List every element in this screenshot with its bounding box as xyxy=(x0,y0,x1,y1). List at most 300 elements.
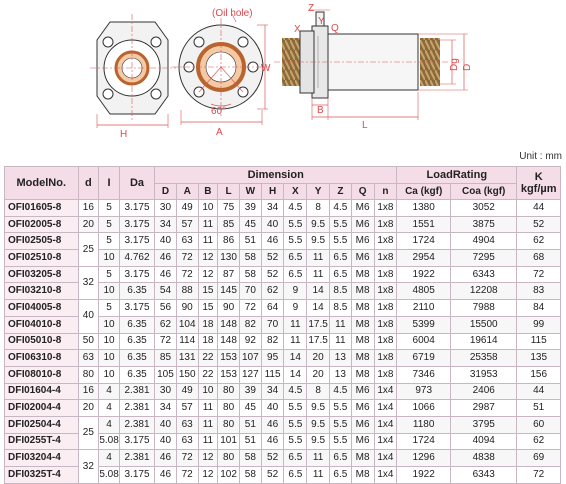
label-l: L xyxy=(362,120,368,131)
cell-d: 30 xyxy=(155,383,177,400)
cell-d: 72 xyxy=(155,333,177,350)
cell-w: 39 xyxy=(239,383,261,400)
cell-k: 68 xyxy=(517,250,561,267)
cell-a: 57 xyxy=(176,400,198,417)
cell-h: 46 xyxy=(261,233,284,250)
specification-table xyxy=(4,166,561,484)
cell-model: OFI02005-8 xyxy=(5,216,79,233)
cell-l: 153 xyxy=(218,350,240,367)
header-dim-L: L xyxy=(218,184,240,200)
cell-coa: 15500 xyxy=(451,316,517,333)
cell-n: 1x8 xyxy=(374,366,397,383)
cell-y: 14 xyxy=(307,283,330,300)
cell-x: 5.5 xyxy=(284,433,307,450)
cell-n: 1x4 xyxy=(374,383,397,400)
cell-k: 72 xyxy=(517,266,561,283)
header-dim-A: A xyxy=(176,184,198,200)
cell-z: 6.5 xyxy=(330,266,352,283)
cell-y: 20 xyxy=(307,350,330,367)
cell-d: 34 xyxy=(155,400,177,417)
cell-coa: 4838 xyxy=(451,450,517,467)
cell-b: 10 xyxy=(198,383,218,400)
cell-ca: 1922 xyxy=(397,266,451,283)
cell-i: 5 xyxy=(99,216,120,233)
cell-model: OFI08010-8 xyxy=(5,366,79,383)
cell-model: OFI04010-8 xyxy=(5,316,79,333)
cell-w: 58 xyxy=(239,250,261,267)
cell-x: 14 xyxy=(284,350,307,367)
cell-w: 45 xyxy=(239,216,261,233)
cell-i: 5.08 xyxy=(99,433,120,450)
cell-b: 15 xyxy=(198,300,218,317)
cell-d: 46 xyxy=(155,450,177,467)
cell-q: M6 xyxy=(351,200,374,217)
cell-h: 40 xyxy=(261,216,284,233)
table-row xyxy=(5,216,561,233)
table-row xyxy=(5,233,561,250)
cell-z: 5.5 xyxy=(330,216,352,233)
cell-model: DFI0255T-4 xyxy=(5,433,79,450)
cell-b: 22 xyxy=(198,350,218,367)
cell-d: 16 xyxy=(78,383,99,400)
cell-x: 5.5 xyxy=(284,216,307,233)
cell-z: 5.5 xyxy=(330,233,352,250)
cell-d: 62 xyxy=(155,316,177,333)
cell-w: 107 xyxy=(239,350,261,367)
cell-coa: 3052 xyxy=(451,200,517,217)
cell-b: 10 xyxy=(198,200,218,217)
cell-h: 70 xyxy=(261,316,284,333)
cell-i: 10 xyxy=(99,250,120,267)
cell-z: 8.5 xyxy=(330,283,352,300)
cell-n: 1x8 xyxy=(374,200,397,217)
cell-k: 135 xyxy=(517,350,561,367)
cell-da: 3.175 xyxy=(119,200,154,217)
cell-a: 72 xyxy=(176,467,198,484)
cell-i: 4 xyxy=(99,416,120,433)
cell-h: 52 xyxy=(261,467,284,484)
cell-x: 5.5 xyxy=(284,416,307,433)
cell-ca: 4805 xyxy=(397,283,451,300)
cell-q: M8 xyxy=(351,283,374,300)
cell-ca: 1922 xyxy=(397,467,451,484)
cell-w: 51 xyxy=(239,233,261,250)
cell-ca: 973 xyxy=(397,383,451,400)
cell-z: 6.5 xyxy=(330,467,352,484)
cell-model: DFI0325T-4 xyxy=(5,467,79,484)
cell-coa: 3795 xyxy=(451,416,517,433)
cell-i: 5 xyxy=(99,233,120,250)
cell-i: 5 xyxy=(99,300,120,317)
cell-ca: 1724 xyxy=(397,433,451,450)
cell-i: 4 xyxy=(99,400,120,417)
cell-a: 104 xyxy=(176,316,198,333)
label-a: A xyxy=(216,127,223,138)
header-dim-Z: Z xyxy=(330,184,352,200)
table-row xyxy=(5,400,561,417)
cell-z: 4.5 xyxy=(330,200,352,217)
cell-h: 95 xyxy=(261,350,284,367)
cell-model: DFI02504-4 xyxy=(5,416,79,433)
label-q: Q xyxy=(331,23,339,34)
cell-w: 58 xyxy=(239,467,261,484)
cell-l: 86 xyxy=(218,233,240,250)
cell-model: OFI01605-8 xyxy=(5,200,79,217)
label-w: W xyxy=(261,63,271,74)
cell-a: 131 xyxy=(176,350,198,367)
cell-w: 82 xyxy=(239,316,261,333)
cell-l: 87 xyxy=(218,266,240,283)
cell-da: 6.35 xyxy=(119,316,154,333)
cell-a: 72 xyxy=(176,250,198,267)
nut-side-view xyxy=(274,10,468,120)
cell-n: 1x8 xyxy=(374,266,397,283)
cell-y: 11 xyxy=(307,250,330,267)
cell-q: M6 xyxy=(351,216,374,233)
cell-z: 13 xyxy=(330,350,352,367)
cell-x: 14 xyxy=(284,366,307,383)
cell-y: 11 xyxy=(307,450,330,467)
label-angle: 60° xyxy=(211,106,227,117)
cell-x: 4.5 xyxy=(284,383,307,400)
cell-da: 3.175 xyxy=(119,300,154,317)
cell-x: 5.5 xyxy=(284,233,307,250)
header-model: ModelNo. xyxy=(5,167,79,200)
cell-q: M8 xyxy=(351,300,374,317)
cell-coa: 25358 xyxy=(451,350,517,367)
cell-y: 9.5 xyxy=(307,433,330,450)
cell-b: 11 xyxy=(198,233,218,250)
cell-i: 4 xyxy=(99,450,120,467)
header-dim-D: D xyxy=(155,184,177,200)
cell-ca: 2110 xyxy=(397,300,451,317)
table-row xyxy=(5,416,561,433)
cell-n: 1x8 xyxy=(374,350,397,367)
cell-da: 4.762 xyxy=(119,250,154,267)
cell-da: 6.35 xyxy=(119,333,154,350)
cell-h: 34 xyxy=(261,200,284,217)
cell-k: 62 xyxy=(517,433,561,450)
cell-coa: 4094 xyxy=(451,433,517,450)
table-row xyxy=(5,200,561,217)
cell-l: 80 xyxy=(218,400,240,417)
table-row xyxy=(5,366,561,383)
cell-y: 17.5 xyxy=(307,316,330,333)
cell-z: 5.5 xyxy=(330,400,352,417)
cell-b: 11 xyxy=(198,433,218,450)
cell-l: 148 xyxy=(218,333,240,350)
table-row xyxy=(5,450,561,467)
cell-coa: 3875 xyxy=(451,216,517,233)
cell-h: 46 xyxy=(261,416,284,433)
cell-l: 80 xyxy=(218,383,240,400)
label-y: Y xyxy=(318,16,325,27)
cell-coa: 7295 xyxy=(451,250,517,267)
cell-ca: 1296 xyxy=(397,450,451,467)
cell-ca: 6719 xyxy=(397,350,451,367)
cell-d: 20 xyxy=(78,400,99,417)
technical-drawings xyxy=(0,0,566,150)
cell-w: 70 xyxy=(239,283,261,300)
cell-b: 18 xyxy=(198,316,218,333)
cell-d: 25 xyxy=(78,416,99,449)
cell-l: 80 xyxy=(218,450,240,467)
cell-z: 11 xyxy=(330,333,352,350)
cell-y: 8 xyxy=(307,200,330,217)
cell-d: 54 xyxy=(155,283,177,300)
cell-d: 56 xyxy=(155,300,177,317)
header-dim-B: B xyxy=(198,184,218,200)
cell-z: 5.5 xyxy=(330,433,352,450)
flange-front-view-1 xyxy=(90,14,176,128)
label-z: Z xyxy=(308,3,315,14)
cell-y: 9.5 xyxy=(307,400,330,417)
cell-k: 44 xyxy=(517,200,561,217)
cell-da: 3.175 xyxy=(119,266,154,283)
cell-q: M6 xyxy=(351,233,374,250)
cell-w: 58 xyxy=(239,450,261,467)
header-coa: Coa (kgf) xyxy=(451,184,517,200)
cell-ca: 7346 xyxy=(397,366,451,383)
cell-q: M8 xyxy=(351,366,374,383)
label-x: X xyxy=(294,24,301,35)
label-b: B xyxy=(317,105,324,116)
cell-d: 40 xyxy=(155,416,177,433)
cell-k: 51 xyxy=(517,400,561,417)
cell-h: 40 xyxy=(261,400,284,417)
cell-i: 10 xyxy=(99,283,120,300)
cell-d: 105 xyxy=(155,366,177,383)
cell-coa: 2987 xyxy=(451,400,517,417)
cell-n: 1x8 xyxy=(374,216,397,233)
cell-d: 40 xyxy=(155,433,177,450)
cell-x: 5.5 xyxy=(284,400,307,417)
cell-n: 1x4 xyxy=(374,433,397,450)
cell-d: 25 xyxy=(78,233,99,266)
cell-coa: 2406 xyxy=(451,383,517,400)
cell-ca: 1724 xyxy=(397,233,451,250)
cell-model: OFI04005-8 xyxy=(5,300,79,317)
cell-d: 34 xyxy=(155,216,177,233)
cell-n: 1x8 xyxy=(374,283,397,300)
cell-z: 6.5 xyxy=(330,450,352,467)
header-ca: Ca (kgf) xyxy=(397,184,451,200)
cell-z: 4.5 xyxy=(330,383,352,400)
cell-model: OFI05010-8 xyxy=(5,333,79,350)
cell-ca: 1066 xyxy=(397,400,451,417)
cell-q: M6 xyxy=(351,383,374,400)
cell-w: 45 xyxy=(239,400,261,417)
header-d: d xyxy=(78,167,99,200)
cell-n: 1x4 xyxy=(374,467,397,484)
cell-b: 12 xyxy=(198,450,218,467)
cell-q: M8 xyxy=(351,316,374,333)
header-dimension: Dimension xyxy=(155,167,397,184)
cell-d: 46 xyxy=(155,266,177,283)
cell-model: DFI02004-4 xyxy=(5,400,79,417)
cell-h: 62 xyxy=(261,283,284,300)
cell-da: 6.35 xyxy=(119,366,154,383)
cell-z: 8.5 xyxy=(330,300,352,317)
cell-da: 6.35 xyxy=(119,350,154,367)
cell-a: 72 xyxy=(176,450,198,467)
cell-l: 90 xyxy=(218,300,240,317)
cell-h: 52 xyxy=(261,450,284,467)
table-row xyxy=(5,383,561,400)
cell-l: 130 xyxy=(218,250,240,267)
cell-y: 14 xyxy=(307,300,330,317)
cell-q: M6 xyxy=(351,433,374,450)
cell-da: 3.175 xyxy=(119,467,154,484)
cell-y: 9.5 xyxy=(307,233,330,250)
cell-coa: 6343 xyxy=(451,266,517,283)
cell-model: DFI03204-4 xyxy=(5,450,79,467)
cell-w: 39 xyxy=(239,200,261,217)
cell-k: 44 xyxy=(517,383,561,400)
cell-ca: 1551 xyxy=(397,216,451,233)
cell-w: 72 xyxy=(239,300,261,317)
cell-model: OFI03210-8 xyxy=(5,283,79,300)
cell-k: 83 xyxy=(517,283,561,300)
header-load-rating: LoadRating xyxy=(397,167,517,184)
header-k xyxy=(517,167,561,200)
cell-l: 101 xyxy=(218,433,240,450)
header-dim-Q: Q xyxy=(351,184,374,200)
cell-q: M6 xyxy=(351,250,374,267)
cell-model: DFI01604-4 xyxy=(5,383,79,400)
cell-d: 46 xyxy=(155,250,177,267)
cell-b: 15 xyxy=(198,283,218,300)
cell-ca: 2954 xyxy=(397,250,451,267)
cell-l: 75 xyxy=(218,200,240,217)
cell-i: 10 xyxy=(99,316,120,333)
header-dim-H: H xyxy=(261,184,284,200)
cell-i: 5.08 xyxy=(99,467,120,484)
cell-k: 69 xyxy=(517,450,561,467)
cell-y: 20 xyxy=(307,366,330,383)
table-row xyxy=(5,266,561,283)
cell-x: 11 xyxy=(284,316,307,333)
cell-w: 51 xyxy=(239,433,261,450)
cell-i: 4 xyxy=(99,383,120,400)
cell-k: 72 xyxy=(517,467,561,484)
cell-i: 5 xyxy=(99,200,120,217)
cell-l: 153 xyxy=(218,366,240,383)
cell-h: 46 xyxy=(261,433,284,450)
cell-q: M6 xyxy=(351,416,374,433)
cell-z: 11 xyxy=(330,316,352,333)
cell-model: OFI02505-8 xyxy=(5,233,79,250)
cell-b: 18 xyxy=(198,333,218,350)
cell-w: 58 xyxy=(239,266,261,283)
cell-i: 5 xyxy=(99,266,120,283)
cell-i: 10 xyxy=(99,366,120,383)
cell-n: 1x4 xyxy=(374,400,397,417)
cell-z: 6.5 xyxy=(330,250,352,267)
cell-l: 85 xyxy=(218,216,240,233)
cell-z: 5.5 xyxy=(330,416,352,433)
cell-y: 9.5 xyxy=(307,416,330,433)
cell-y: 11 xyxy=(307,467,330,484)
cell-d: 46 xyxy=(155,467,177,484)
cell-d: 30 xyxy=(155,200,177,217)
header-dim-n: n xyxy=(374,184,397,200)
cell-l: 145 xyxy=(218,283,240,300)
cell-q: M8 xyxy=(351,266,374,283)
cell-n: 1x8 xyxy=(374,333,397,350)
cell-d: 32 xyxy=(78,450,99,483)
cell-h: 82 xyxy=(261,333,284,350)
cell-y: 8 xyxy=(307,383,330,400)
cell-k: 62 xyxy=(517,233,561,250)
cell-a: 49 xyxy=(176,383,198,400)
cell-x: 9 xyxy=(284,283,307,300)
cell-coa: 31953 xyxy=(451,366,517,383)
cell-coa: 19614 xyxy=(451,333,517,350)
table-row xyxy=(5,333,561,350)
cell-da: 2.381 xyxy=(119,383,154,400)
cell-d: 20 xyxy=(78,216,99,233)
header-i: I xyxy=(99,167,120,200)
cell-b: 11 xyxy=(198,400,218,417)
cell-x: 6.5 xyxy=(284,467,307,484)
table-body xyxy=(5,200,561,484)
cell-coa: 7988 xyxy=(451,300,517,317)
cell-x: 9 xyxy=(284,300,307,317)
cell-ca: 5399 xyxy=(397,316,451,333)
cell-a: 88 xyxy=(176,283,198,300)
cell-k: 156 xyxy=(517,366,561,383)
cell-da: 3.175 xyxy=(119,216,154,233)
cell-h: 52 xyxy=(261,250,284,267)
cell-w: 92 xyxy=(239,333,261,350)
cell-ca: 1380 xyxy=(397,200,451,217)
cell-q: M8 xyxy=(351,333,374,350)
cell-coa: 12208 xyxy=(451,283,517,300)
cell-b: 12 xyxy=(198,250,218,267)
cell-n: 1x8 xyxy=(374,300,397,317)
cell-w: 51 xyxy=(239,416,261,433)
cell-n: 1x8 xyxy=(374,250,397,267)
cell-x: 6.5 xyxy=(284,450,307,467)
cell-coa: 4904 xyxy=(451,233,517,250)
cell-h: 34 xyxy=(261,383,284,400)
cell-x: 11 xyxy=(284,333,307,350)
cell-x: 4.5 xyxy=(284,200,307,217)
header-k-symbol: K xyxy=(534,170,543,183)
cell-l: 102 xyxy=(218,467,240,484)
cell-h: 64 xyxy=(261,300,284,317)
cell-n: 1x4 xyxy=(374,416,397,433)
cell-a: 150 xyxy=(176,366,198,383)
cell-b: 22 xyxy=(198,366,218,383)
cell-da: 2.381 xyxy=(119,400,154,417)
cell-b: 11 xyxy=(198,416,218,433)
cell-z: 13 xyxy=(330,366,352,383)
cell-da: 2.381 xyxy=(119,450,154,467)
cell-d: 85 xyxy=(155,350,177,367)
label-oil-hole: (Oil hole) xyxy=(212,8,253,19)
cell-b: 11 xyxy=(198,216,218,233)
cell-l: 80 xyxy=(218,416,240,433)
cell-l: 148 xyxy=(218,316,240,333)
cell-da: 6.35 xyxy=(119,283,154,300)
header-da: Da xyxy=(119,167,154,200)
header-dim-W: W xyxy=(239,184,261,200)
cell-d: 32 xyxy=(78,266,99,299)
cell-y: 11 xyxy=(307,266,330,283)
cell-w: 127 xyxy=(239,366,261,383)
